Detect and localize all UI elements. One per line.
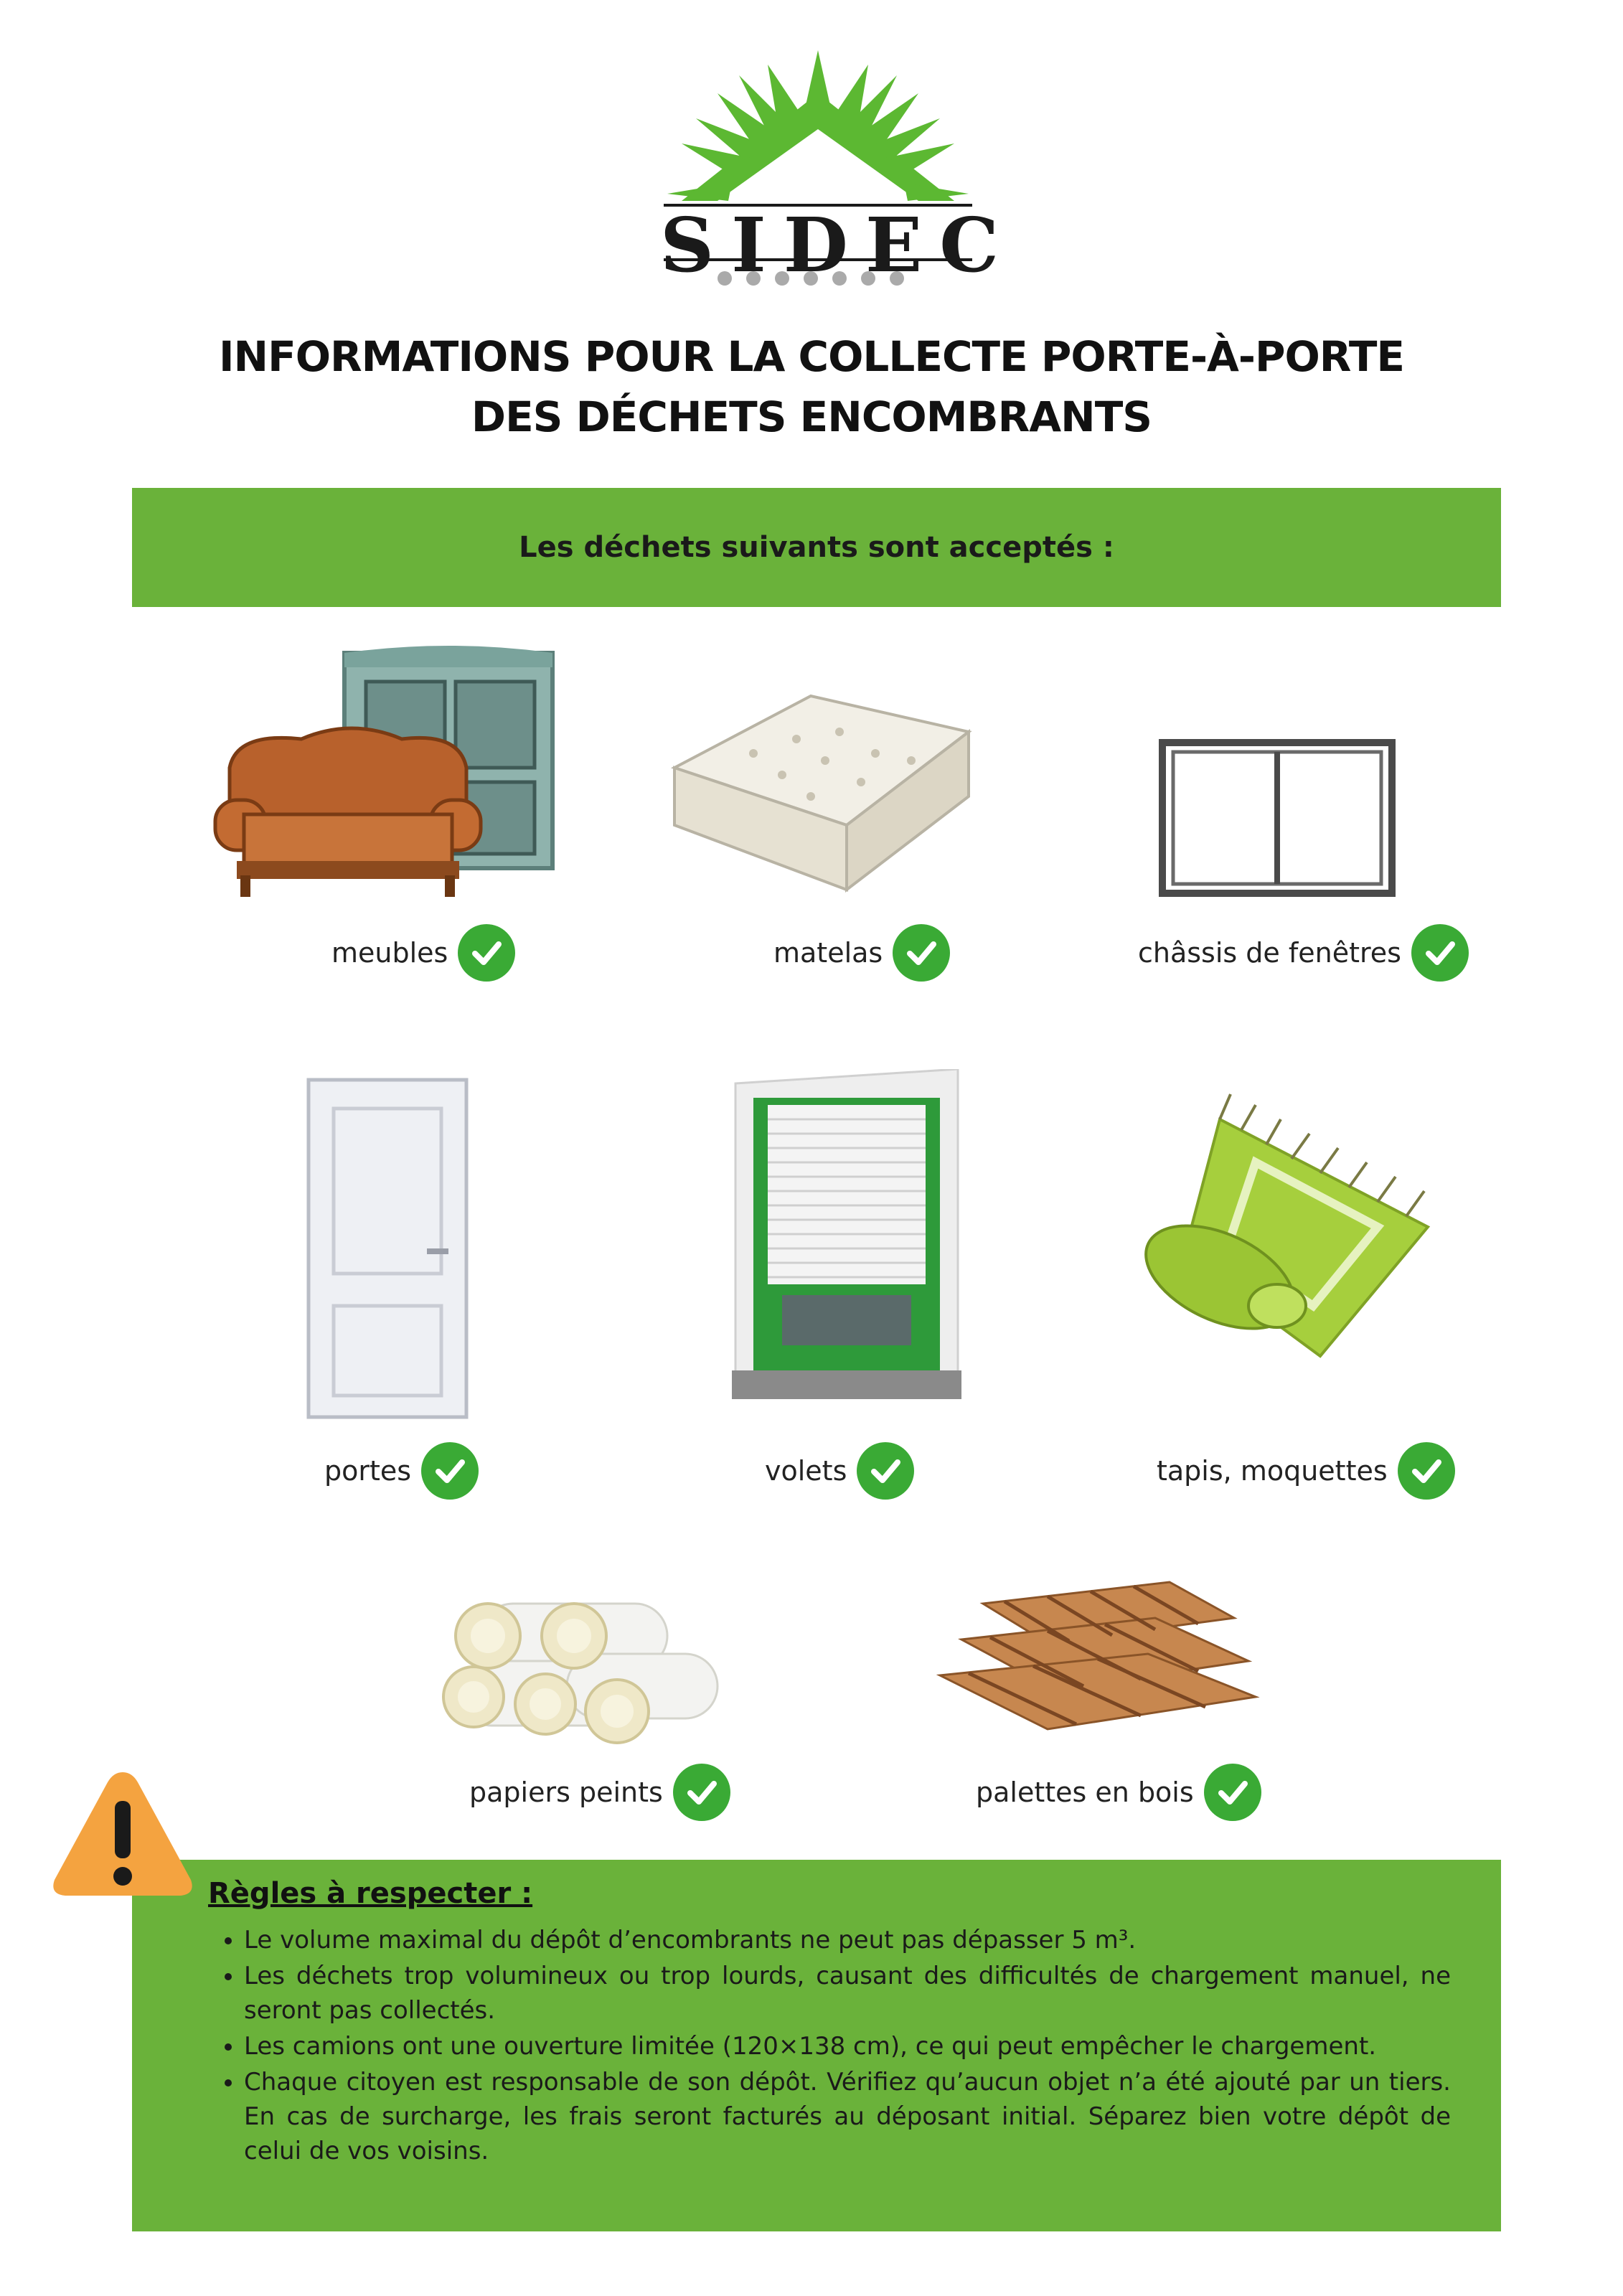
carpet-icon (1141, 1083, 1435, 1385)
check-icon (857, 1442, 914, 1500)
item-label: châssis de fenêtres (1138, 937, 1401, 969)
wood-pallets-icon (933, 1575, 1263, 1740)
rules-list (208, 1923, 1451, 2168)
wallpaper-rolls-icon (431, 1589, 725, 1754)
sidec-logo (660, 50, 1016, 294)
check-icon (421, 1442, 479, 1500)
check-icon (458, 924, 515, 982)
item-palettes (976, 1764, 1261, 1821)
warning-icon (47, 1765, 198, 1901)
rule-item: • Les déchets trop volumineux ou trop lourds, causant des difficultés de chargement manuel, ne seront pas collectés. (244, 1959, 1451, 2028)
banner-text: Les déchets suivants sont acceptés : (519, 531, 1114, 564)
accepted-banner (132, 488, 1501, 607)
check-icon (1398, 1442, 1455, 1500)
item-label: tapis, moquettes (1157, 1455, 1388, 1487)
item-label: palettes en bois (976, 1777, 1194, 1808)
rules-heading: Règles à respecter : (208, 1877, 533, 1910)
check-icon (1204, 1764, 1261, 1821)
item-volets (765, 1442, 914, 1500)
item-label: portes (324, 1455, 412, 1487)
check-icon (893, 924, 950, 982)
mattress-icon (667, 689, 976, 897)
rule-item: • Chaque citoyen est responsable de son dépôt. Vérifiez qu’aucun objet n’a été ajouté par un tiers. En cas de surcharge, les frais seront facturés au déposant initial. Séparez bien votre dépôt de celui de vos voisins. (244, 2065, 1451, 2168)
title-line-1: INFORMATIONS POUR LA COLLECTE PORTE-À-PORTE (218, 332, 1405, 381)
item-papiers-peints (469, 1764, 730, 1821)
page-title (144, 326, 1479, 447)
door-icon (305, 1076, 470, 1421)
item-label: meubles (331, 937, 448, 969)
title-line-2: DES DÉCHETS ENCOMBRANTS (471, 392, 1152, 441)
rule-item: • Le volume maximal du dépôt d’encombrants ne peut pas dépasser 5 m³. (244, 1923, 1451, 1957)
item-label: volets (765, 1455, 847, 1487)
item-matelas (773, 924, 950, 982)
check-icon (673, 1764, 730, 1821)
item-tapis (1157, 1442, 1455, 1500)
item-chassis (1138, 924, 1469, 982)
shutter-window-icon (732, 1069, 961, 1406)
rules-box (132, 1860, 1501, 2231)
item-portes (324, 1442, 479, 1500)
item-label: papiers peints (469, 1777, 663, 1808)
item-label: matelas (773, 937, 883, 969)
item-meubles (331, 924, 515, 982)
window-frame-icon (1159, 739, 1396, 897)
furniture-icon (208, 646, 567, 904)
check-icon (1411, 924, 1469, 982)
logo-text: SIDEC (660, 201, 1016, 289)
rule-item: • Les camions ont une ouverture limitée (120×138 cm), ce qui peut empêcher le chargement. (244, 2029, 1451, 2064)
